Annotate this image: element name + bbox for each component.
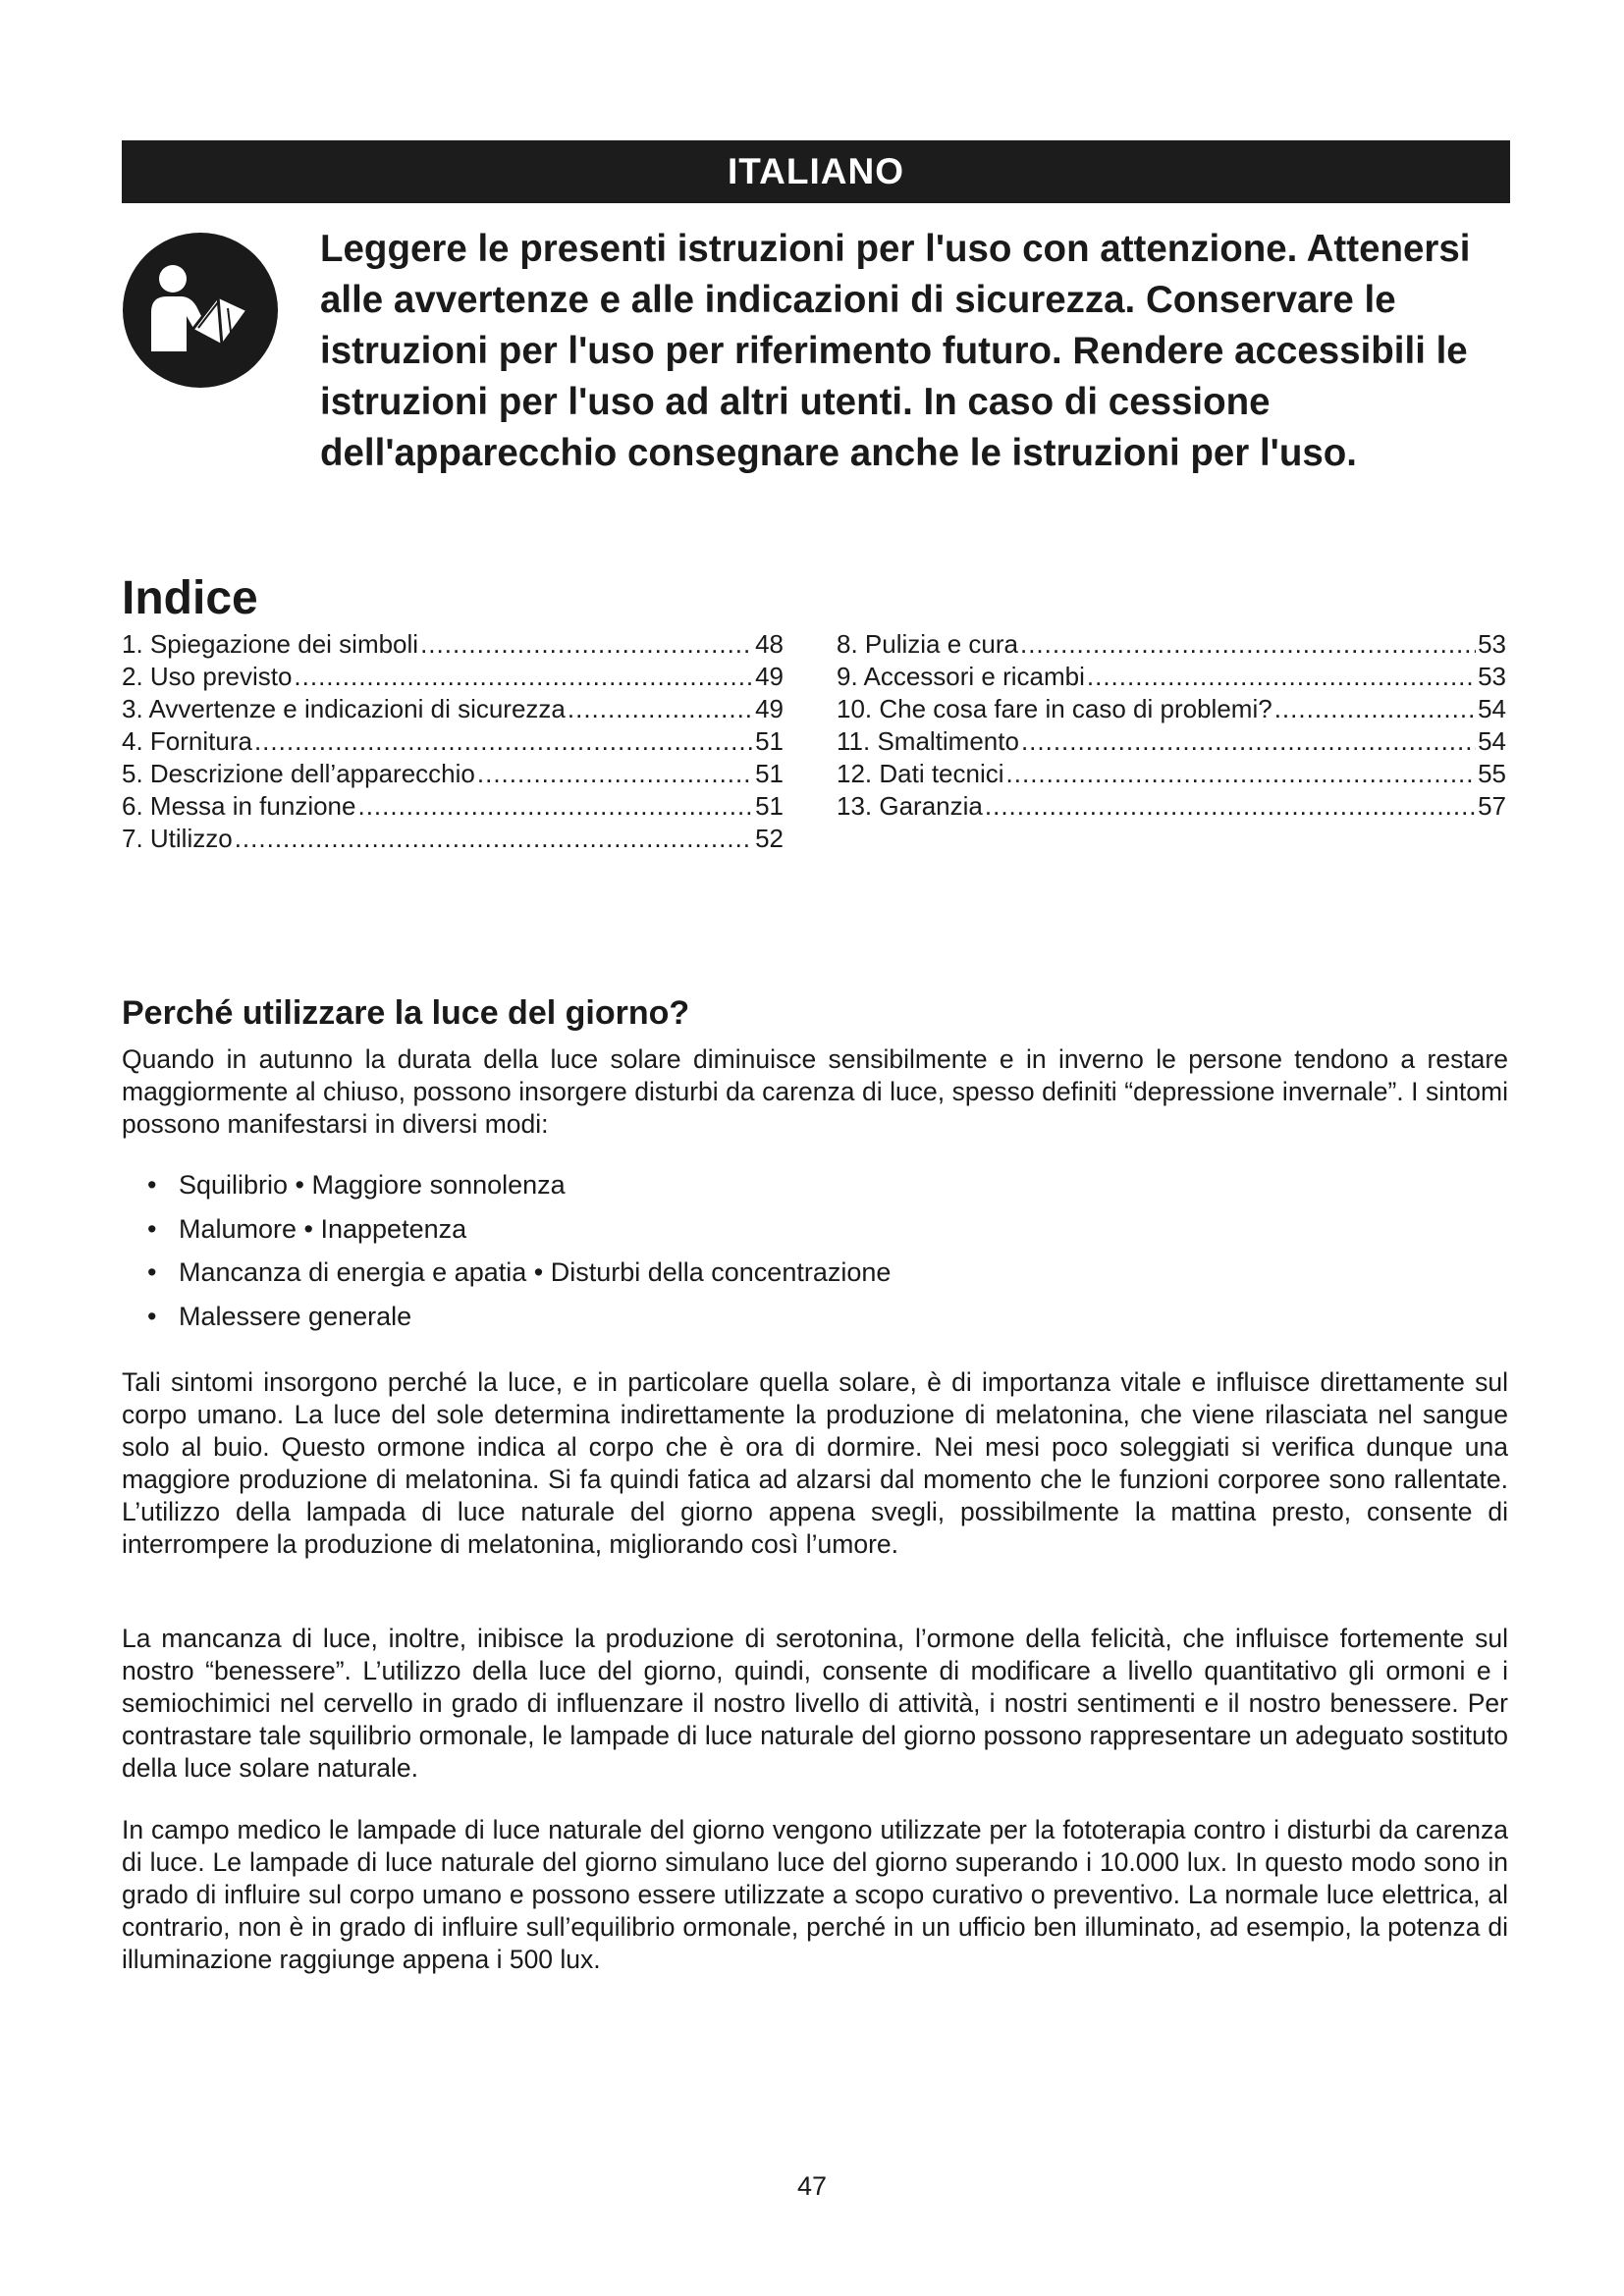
symptom-list: [147, 1163, 891, 1338]
toc-leader-dots: [1087, 661, 1476, 693]
body-paragraph: In campo medico le lampade di luce naturale del giorno vengono utilizzate per la fototerapia contro i disturbi da carenza di luce. Le lampade di luce naturale del giorno simulano luce del giorno superando i 10.000 lux. In questo modo sono in grado di influire sul corpo umano e possono essere utilizzate a scopo curativo o preventivo. La normale luce elettrica, al contrario, non è in grado di influire sull’equilibrio ormonale, perché in un ufficio ben illuminato, ad esempio, la potenza di illuminazione raggiunge appena i 500 lux.: [122, 1815, 1508, 1974]
section-title: Perché utilizzare la luce del giorno?: [122, 994, 690, 1032]
body-paragraph: Tali sintomi insorgono perché la luce, e in particolare quella solare, è di importanza vitale e influisce direttamente sul corpo umano. La luce del sole determina indirettamente la produzione di melatonina, che viene rilasciata nel sangue solo al buio. Questo ormone indica al corpo che è ora di dormire. Nei mesi poco soleggiati si verifica dunque una maggiore produzione di melatonina. Si fa quindi fatica ad alzarsi dal momento che le funzioni corporee sono rallentate. L’utilizzo della lampada di luce naturale del giorno appena svegli, possibilmente la mattina presto, consente di interrompere la produzione di melatonina, migliorando così l’umore.: [122, 1367, 1508, 1559]
toc-entry-label: 2. Uso previsto: [122, 662, 293, 691]
toc-entry: [837, 693, 1506, 725]
toc-leader-dots: [420, 628, 753, 661]
intro-warning-text: Leggere le presenti istruzioni per l'uso con attenzione. Attenersi alle avvertenze e alle indicazioni di sicurezza. Conservare le istruzioni per l'uso per riferimento futuro. Rendere accessibili le istruzioni per l'uso ad altri utenti. In caso di cessione dell'apparecchio consegnare anche le istruzioni per l'uso.: [320, 228, 1471, 474]
list-item: • Squilibrio • Maggiore sonnolenza: [147, 1163, 891, 1207]
toc-entry-label: 5. Descrizione dell’apparecchio: [122, 759, 475, 788]
toc-leader-dots: [1021, 725, 1476, 758]
body-paragraph: La mancanza di luce, inoltre, inibisce la produzione di serotonina, l’ormone della felicità, che influisce fortemente sul nostro “benessere”. L’utilizzo della luce del giorno, quindi, consente di modificare a livello quantitativo gli ormoni e i semiochimici nel cervello in grado di influenzare il nostro livello di attività, i nostri sentimenti e il nostro benessere. Per contrastare tale squilibrio ormonale, le lampade di luce naturale del giorno possono rappresentare un adeguato sostituto della luce solare naturale.: [122, 1624, 1508, 1783]
toc-entry: [837, 758, 1506, 790]
toc-entry: [122, 661, 784, 693]
toc-entry-page: 53: [1478, 662, 1506, 691]
toc-leader-dots: [1006, 758, 1477, 790]
list-item: • Malumore • Inappetenza: [147, 1207, 891, 1252]
toc-entry-label: 3. Avvertenze e indicazioni di sicurezza: [122, 694, 566, 723]
toc-entry: [122, 823, 784, 855]
page-number: 47: [796, 2171, 828, 2201]
toc-entry-label: 1. Spiegazione dei simboli: [122, 629, 419, 659]
toc-entry: [122, 758, 784, 790]
toc-entry-page: 48: [755, 629, 784, 659]
toc-entry-page: 51: [755, 726, 784, 756]
toc-entry-page: 51: [755, 791, 784, 821]
read-manual-icon: [122, 232, 279, 389]
toc-leader-dots: [568, 693, 753, 725]
toc-entry-page: 54: [1478, 726, 1506, 756]
toc-entry-label: 9. Accessori e ricambi: [837, 662, 1085, 691]
language-header: ITALIANO: [122, 140, 1510, 203]
toc-entry: [122, 790, 784, 823]
toc-entry-label: 13. Garanzia: [837, 791, 983, 821]
toc-entry-page: 54: [1478, 694, 1506, 723]
toc-entry: [837, 790, 1506, 823]
toc-title: Indice: [122, 572, 258, 624]
toc-entry-page: 53: [1478, 629, 1506, 659]
toc-leader-dots: [294, 661, 753, 693]
toc-entry-label: 8. Pulizia e cura: [837, 629, 1018, 659]
toc-entry: [122, 725, 784, 758]
toc-entry: [122, 628, 784, 661]
toc-leader-dots: [985, 790, 1476, 823]
toc-entry-label: 6. Messa in funzione: [122, 791, 356, 821]
toc-entry: [122, 693, 784, 725]
list-item: • Malessere generale: [147, 1295, 891, 1339]
toc-entry-page: 55: [1478, 759, 1506, 788]
toc-column-left: [122, 628, 784, 855]
toc-column-right: [837, 628, 1506, 823]
toc-entry-page: 57: [1478, 791, 1506, 821]
toc-entry-page: 49: [755, 694, 784, 723]
toc-leader-dots: [1274, 693, 1476, 725]
toc-leader-dots: [254, 725, 753, 758]
toc-entry-label: 12. Dati tecnici: [837, 759, 1004, 788]
list-item: • Mancanza di energia e apatia • Disturbi della concentrazione: [147, 1251, 891, 1295]
toc-entry-page: 51: [755, 759, 784, 788]
toc-entry-page: 49: [755, 662, 784, 691]
toc-leader-dots: [357, 790, 753, 823]
toc-entry-page: 52: [755, 824, 784, 853]
toc-entry: [837, 661, 1506, 693]
toc-entry-label: 10. Che cosa fare in caso di problemi?: [837, 694, 1272, 723]
section-intro-paragraph: Quando in autunno la durata della luce solare diminuisce sensibilmente e in inverno le persone tendono a restare maggiormente al chiuso, possono insorgere disturbi da carenza di luce, spesso definiti “depressione invernale”. I sintomi possono manifestarsi in diversi modi:: [122, 1044, 1508, 1139]
toc-entry-label: 4. Fornitura: [122, 726, 252, 756]
toc-entry-label: 7. Utilizzo: [122, 824, 233, 853]
toc-leader-dots: [235, 823, 753, 855]
toc-entry: [837, 725, 1506, 758]
toc-entry-label: 11. Smaltimento: [837, 726, 1019, 756]
toc-leader-dots: [1020, 628, 1476, 661]
toc-entry: [837, 628, 1506, 661]
toc-leader-dots: [477, 758, 753, 790]
